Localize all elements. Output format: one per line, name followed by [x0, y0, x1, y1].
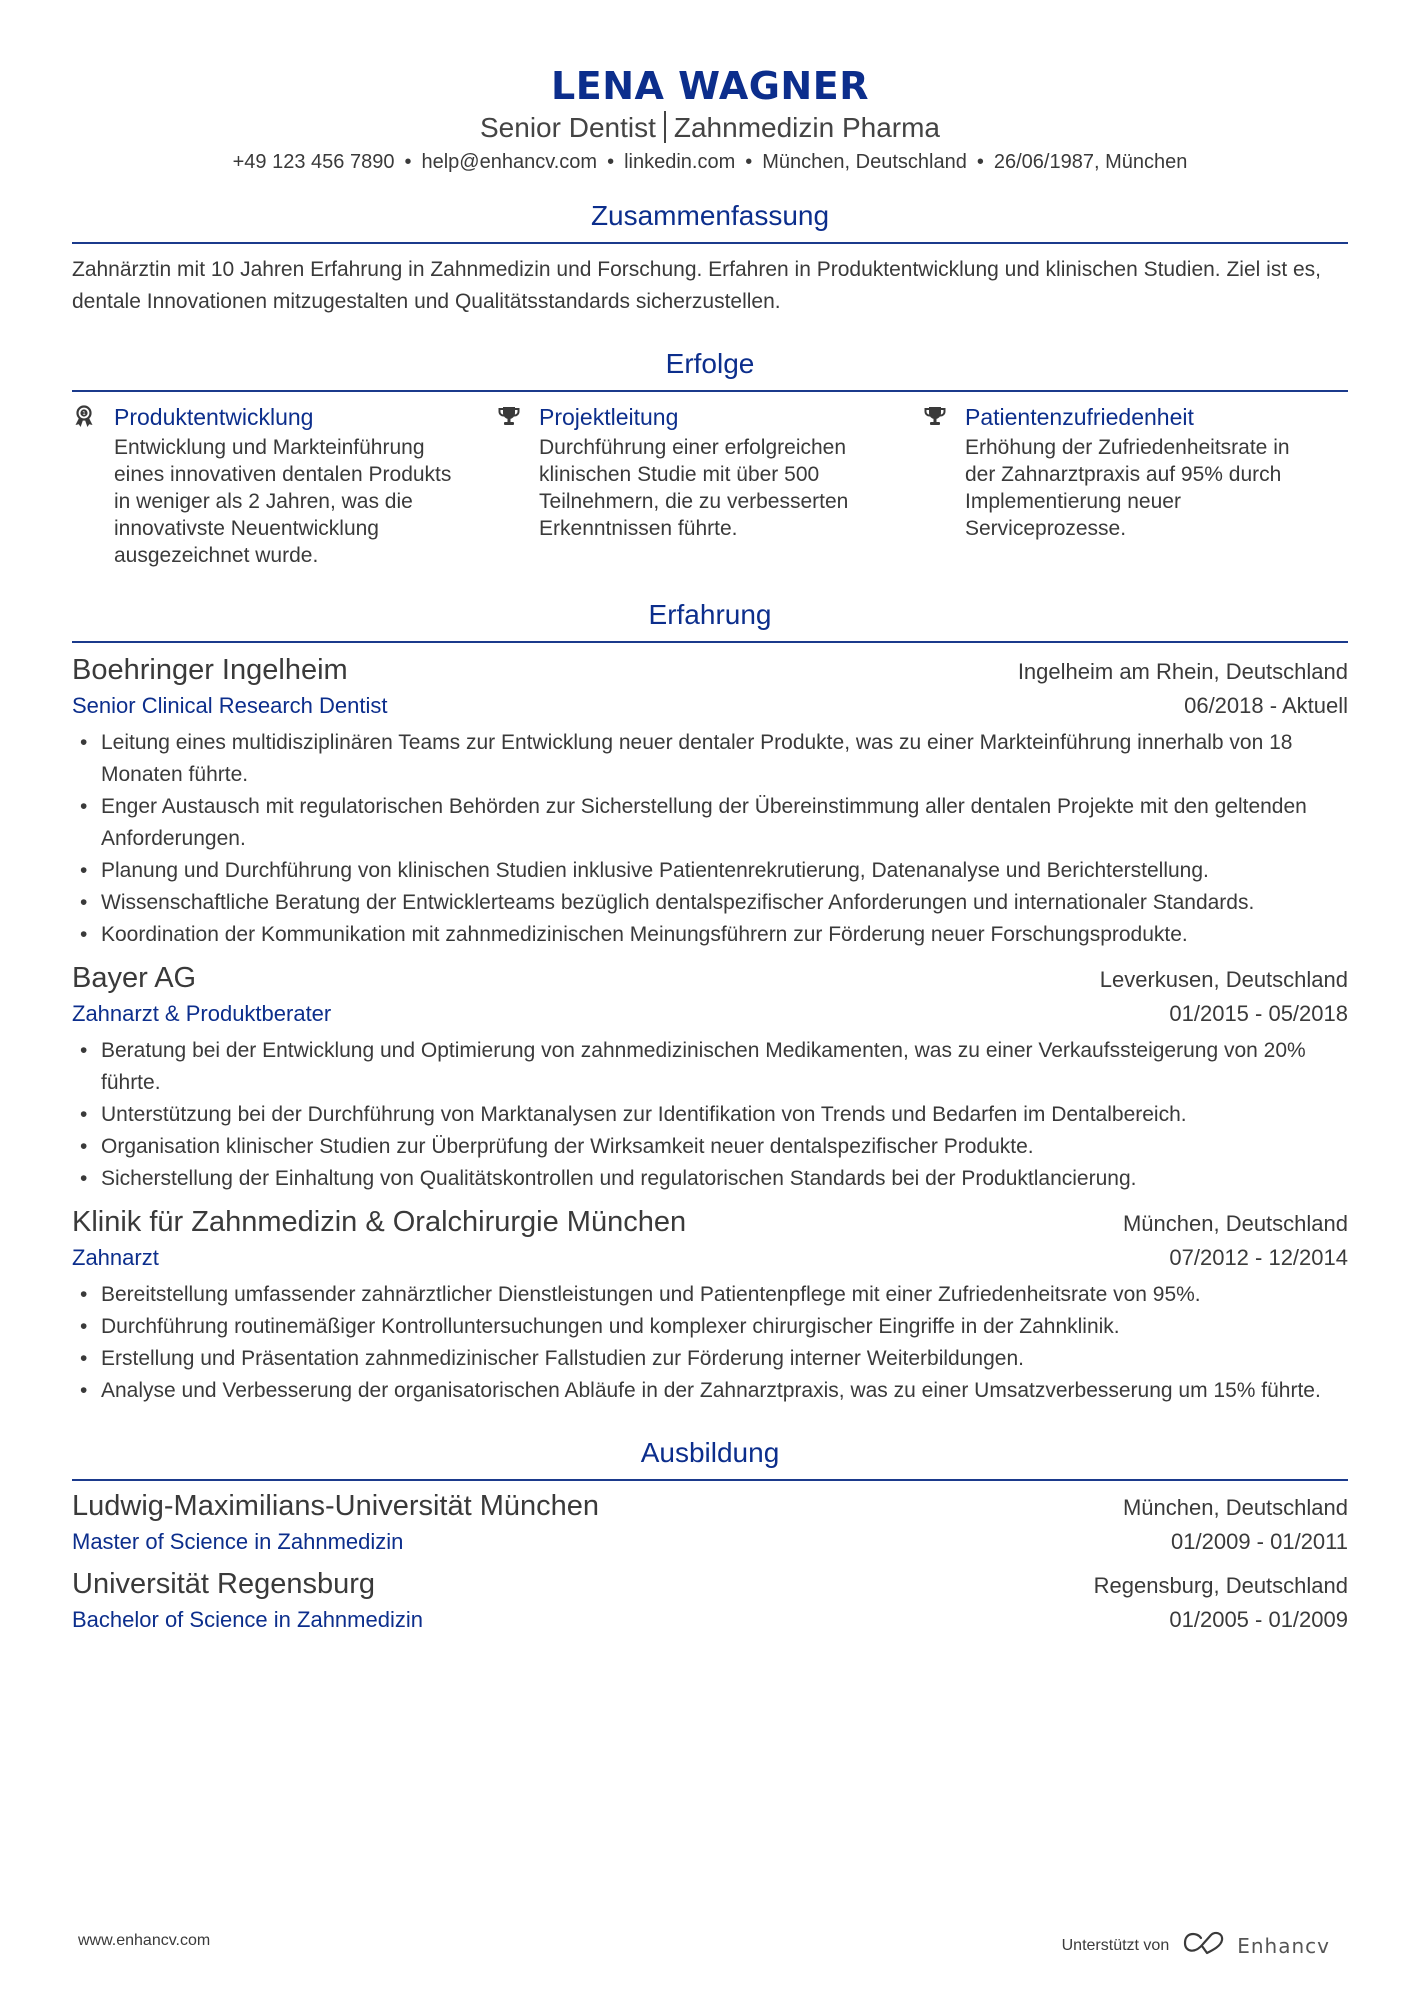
- job-role: Senior Clinical Research Dentist: [72, 693, 388, 718]
- achievement-description: Entwicklung und Markteinführung eines innovativen dentalen Produkts in weniger als 2 Jahren, was die innovativste Neuentwicklung ausgezeichnet wurde.: [114, 436, 452, 567]
- achievement-item: [497, 402, 923, 569]
- contact-email[interactable]: help@enhancv.com: [421, 151, 598, 173]
- bullet-item: • Wissenschaftliche Beratung der Entwicklerteams bezüglich dentalspezifischer Anforderungen und internationaler Standards.: [72, 887, 1348, 919]
- bullet-item: • Leitung eines multidisziplinären Teams zur Entwicklung neuer dentaler Produkte, was zu einer Markteinführung innerhalb von 18 Monaten führte.: [72, 727, 1348, 791]
- award-medal-icon: [72, 402, 114, 569]
- section-divider: [72, 242, 1348, 244]
- contact-line: [72, 148, 1348, 176]
- enhancv-logo-icon: [1181, 1930, 1227, 1961]
- bullet-item: • Unterstützung bei der Durchführung von Marktanalysen zur Identifikation von Trends und Bedarfen im Dentalbereich.: [72, 1099, 1348, 1131]
- bullet-item: • Enger Austausch mit regulatorischen Behörden zur Sicherstellung der Übereinstimmung aller dentalen Projekte mit den geltenden Anforderungen.: [72, 791, 1348, 855]
- education-dates: 01/2009 - 01/2011: [1171, 1529, 1348, 1554]
- candidate-name: LENA WAGNER: [551, 64, 869, 108]
- achievement-title: Projektleitung: [539, 404, 679, 430]
- job-title: Senior Dentist: [480, 112, 656, 143]
- bullet-item: • Bereitstellung umfassender zahnärztlicher Dienstleistungen und Patientenpflege mit einer Zufriedenheitsrate von 95%.: [72, 1279, 1348, 1311]
- job-bullets: [72, 1279, 1348, 1407]
- job-role: Zahnarzt & Produktberater: [72, 1001, 332, 1026]
- school-location: Regensburg, Deutschland: [1093, 1573, 1348, 1598]
- job-location: Leverkusen, Deutschland: [1099, 967, 1348, 992]
- job-bullets: [72, 727, 1348, 951]
- candidate-subtitle: [72, 110, 1348, 146]
- section-heading: Ausbildung: [640, 1437, 780, 1468]
- education-entry: [72, 1565, 1348, 1637]
- section-heading: Zusammenfassung: [590, 200, 830, 231]
- school-name: Ludwig-Maximilians-Universität München: [72, 1490, 600, 1522]
- education-section: [72, 1435, 1348, 1637]
- job-bullets: [72, 1035, 1348, 1195]
- degree: Master of Science in Zahnmedizin: [72, 1529, 404, 1554]
- section-divider: [72, 390, 1348, 392]
- bullet-item: • Beratung bei der Entwicklung und Optimierung von zahnmedizinischen Medikamenten, was zu einer Verkaufssteigerung von 20% führte.: [72, 1035, 1348, 1099]
- contact-location: München, Deutschland: [762, 151, 967, 173]
- powered-by: [1062, 1930, 1330, 1961]
- bullet-item: • Planung und Durchführung von klinischen Studien inklusive Patientenrekrutierung, Datenanalyse und Berichterstellung.: [72, 855, 1348, 887]
- page-footer: [0, 1930, 1410, 1960]
- section-heading: Erfolge: [665, 348, 755, 379]
- resume-header: [72, 0, 1348, 176]
- section-divider: [72, 641, 1348, 643]
- resume-page: [72, 0, 1348, 1637]
- achievement-title: Produktentwicklung: [114, 404, 314, 430]
- job-dates: 06/2018 - Aktuell: [1184, 693, 1348, 718]
- industry: Zahnmedizin Pharma: [673, 112, 940, 143]
- trophy-icon: [923, 402, 965, 569]
- section-divider: [72, 1479, 1348, 1481]
- company-name: Boehringer Ingelheim: [72, 654, 348, 686]
- achievements-list: [72, 402, 1348, 569]
- achievement-title: Patientenzufriedenheit: [965, 404, 1194, 430]
- experience-entry: [72, 959, 1348, 1195]
- bullet-item: • Durchführung routinemäßiger Kontrolluntersuchungen und komplexer chirurgischer Eingriffe in der Zahnklinik.: [72, 1311, 1348, 1343]
- trophy-icon: [497, 402, 539, 569]
- summary-section: [72, 198, 1348, 318]
- achievement-description: Erhöhung der Zufriedenheitsrate in der Zahnarztpraxis auf 95% durch Implementierung neuer Serviceprozesse.: [965, 436, 1290, 540]
- job-location: Ingelheim am Rhein, Deutschland: [1017, 659, 1348, 684]
- title-separator: [664, 111, 666, 143]
- education-dates: 01/2005 - 01/2009: [1169, 1607, 1348, 1632]
- bullet-item: • Erstellung und Präsentation zahnmedizinischer Fallstudien zur Förderung interner Weiterbildungen.: [72, 1343, 1348, 1375]
- bullet-item: • Organisation klinischer Studien zur Überprüfung der Wirksamkeit neuer dentalspezifischer Produkte.: [72, 1131, 1348, 1163]
- svg-text:1: 1: [82, 411, 86, 417]
- bullet-item: • Sicherstellung der Einhaltung von Qualitätskontrollen und regulatorischen Standards bei der Produktlancierung.: [72, 1163, 1348, 1195]
- job-dates: 07/2012 - 12/2014: [1169, 1245, 1348, 1270]
- achievement-item: [72, 402, 497, 569]
- contact-separator: •: [404, 151, 412, 173]
- brand-name[interactable]: Enhancv: [1237, 1933, 1330, 1958]
- achievement-description: Durchführung einer erfolgreichen klinischen Studie mit über 500 Teilnehmern, die zu verbesserten Erkenntnissen führte.: [539, 436, 849, 540]
- experience-entry: [72, 1203, 1348, 1407]
- contact-phone[interactable]: +49 123 456 7890: [232, 151, 395, 173]
- summary-text: Zahnärztin mit 10 Jahren Erfahrung in Zahnmedizin und Forschung. Erfahren in Produktentwicklung und klinischen Studien. Ziel ist es, dentale Innovationen mitzugestalten und Qualitätsstandards sicherzustellen.: [72, 258, 1321, 313]
- achievement-item: [923, 402, 1348, 569]
- achievements-section: [72, 346, 1348, 569]
- job-location: München, Deutschland: [1122, 1211, 1348, 1236]
- contact-separator: •: [745, 151, 753, 173]
- contact-separator: •: [607, 151, 615, 173]
- contact-linkedin[interactable]: linkedin.com: [624, 151, 736, 173]
- powered-by-label: Unterstützt von: [1061, 1936, 1170, 1954]
- job-dates: 01/2015 - 05/2018: [1169, 1001, 1348, 1026]
- section-heading: Erfahrung: [648, 599, 772, 630]
- contact-separator: •: [976, 151, 984, 173]
- contact-birth: 26/06/1987, München: [993, 151, 1188, 173]
- experience-section: [72, 597, 1348, 1407]
- education-entry: [72, 1487, 1348, 1559]
- company-name: Klinik für Zahnmedizin & Oralchirurgie München: [72, 1206, 687, 1238]
- footer-website-link[interactable]: www.enhancv.com: [78, 1932, 211, 1949]
- company-name: Bayer AG: [72, 962, 197, 994]
- degree: Bachelor of Science in Zahnmedizin: [72, 1607, 423, 1632]
- school-name: Universität Regensburg: [72, 1568, 376, 1600]
- bullet-item: • Analyse und Verbesserung der organisatorischen Abläufe in der Zahnarztpraxis, was zu einer Umsatzverbesserung um 15% führte.: [72, 1375, 1348, 1407]
- bullet-item: • Koordination der Kommunikation mit zahnmedizinischen Meinungsführern zur Förderung neuer Forschungsprodukte.: [72, 919, 1348, 951]
- school-location: München, Deutschland: [1122, 1495, 1348, 1520]
- experience-entry: [72, 651, 1348, 951]
- job-role: Zahnarzt: [72, 1245, 159, 1270]
